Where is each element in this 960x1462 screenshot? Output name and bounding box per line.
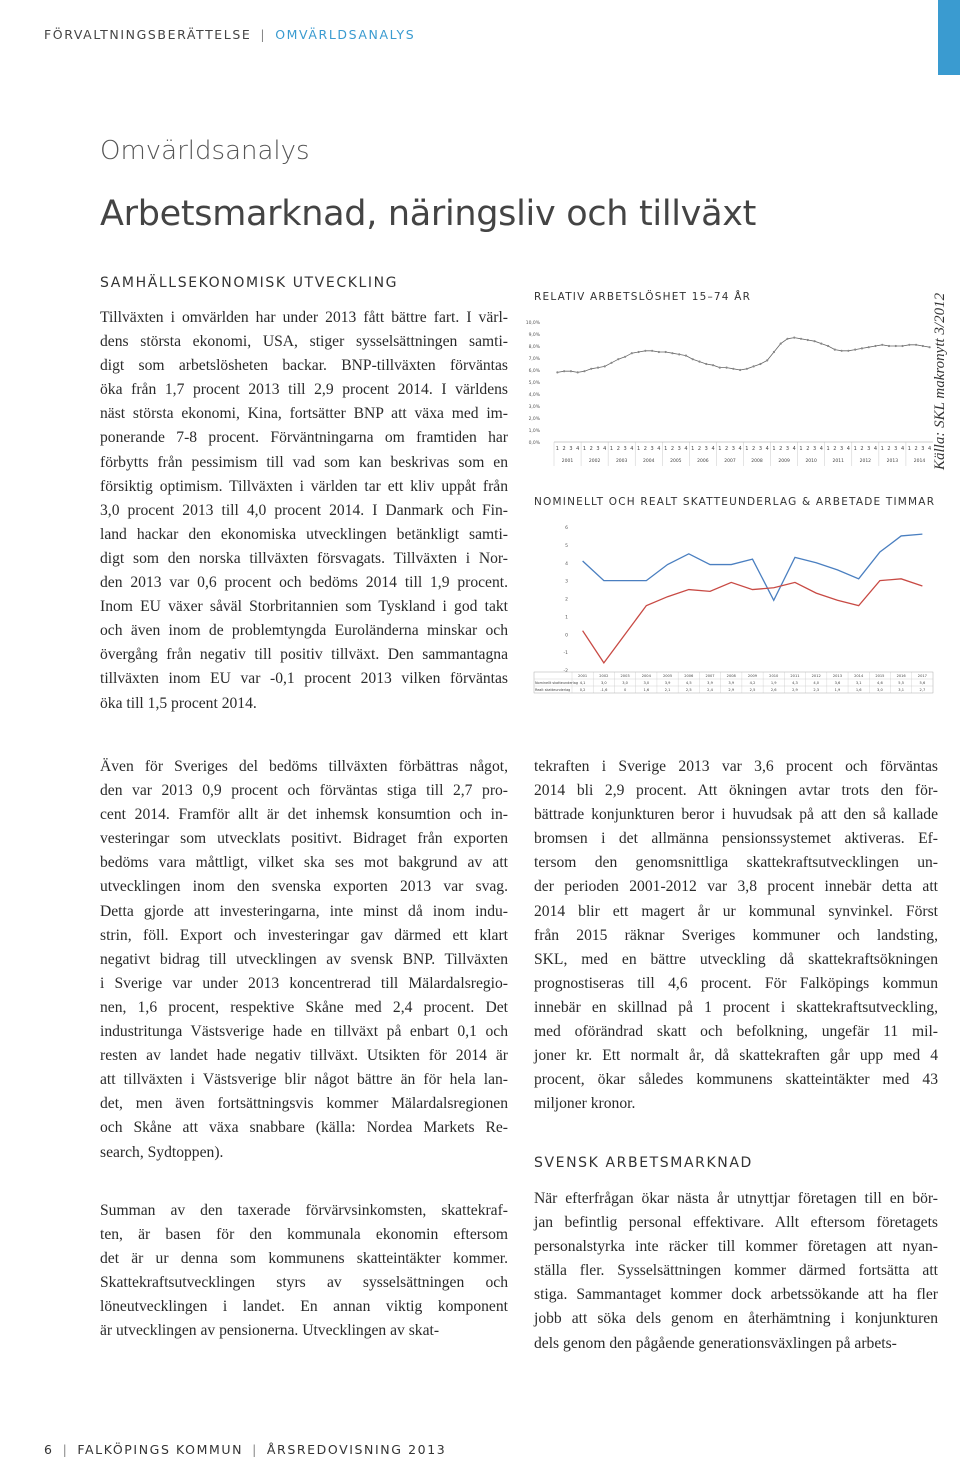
data-point xyxy=(725,367,727,369)
data-point xyxy=(597,367,599,369)
quarter-label: 3 xyxy=(677,446,681,452)
category-label: 2016 xyxy=(896,674,906,678)
text-line: Tillväxten i omvärlden har under 2013 fått bättre fart. I värl- xyxy=(100,309,508,326)
blue-accent-bar xyxy=(938,0,960,75)
table-cell: 4,3 xyxy=(792,681,798,685)
text-line: dens största ekonomi, USA, stiger sysselsättningen samti- xyxy=(100,333,508,351)
quarter-label: 4 xyxy=(819,446,823,452)
quarter-label: 2 xyxy=(643,446,647,452)
table-cell: 1,6 xyxy=(855,688,862,692)
chart-unemployment xyxy=(525,312,940,472)
y-tick-label: -2 xyxy=(563,669,568,674)
data-point xyxy=(739,369,741,371)
data-point xyxy=(577,371,579,373)
table-cell: 3,9 xyxy=(707,681,713,685)
data-point xyxy=(658,351,660,353)
data-point xyxy=(854,349,856,351)
category-label: 2014 xyxy=(854,674,864,678)
table-cell: 3,1 xyxy=(855,681,862,685)
quarter-label: 2 xyxy=(562,446,566,452)
text-line: Skattekraftsutvecklingen styrs av sysselsättningen och xyxy=(100,1274,508,1292)
data-point xyxy=(692,358,694,360)
data-point xyxy=(773,351,775,353)
text-line: ten, är basen för den kommunala ekonomin eftersom xyxy=(100,1226,508,1244)
text-line: Summan av den taxerade förvärvsinkomsten, skattekraf- xyxy=(100,1202,508,1219)
chart-tax-base-title: NOMINELLT OCH REALT SKATTEUNDERLAG & ARBETADE TIMMAR xyxy=(534,496,936,508)
y-tick-label: 9,0% xyxy=(528,333,540,338)
quarter-label: 3 xyxy=(785,446,790,452)
category-label: 2002 xyxy=(599,674,609,678)
table-cell: 2,9 xyxy=(728,688,735,692)
text-line: från 2015 räknar Sveriges kommuner och landsting, xyxy=(534,926,938,944)
quarter-label: 1 xyxy=(555,446,559,452)
y-tick-label: 2 xyxy=(565,597,568,603)
table-cell: 2,5 xyxy=(749,688,756,692)
data-point xyxy=(685,355,687,357)
quarter-label: 4 xyxy=(576,446,580,452)
table-cell: 5,5 xyxy=(898,681,905,685)
quarter-label: 4 xyxy=(603,446,607,452)
data-point xyxy=(631,352,633,354)
y-tick-label: 10,0% xyxy=(525,321,540,326)
category-label: 2008 xyxy=(726,674,736,678)
category-label: 2010 xyxy=(769,674,779,678)
data-point xyxy=(834,349,836,351)
quarter-label: 2 xyxy=(914,446,918,452)
data-point xyxy=(874,345,876,347)
data-point xyxy=(813,340,815,342)
y-tick-label: -1 xyxy=(563,651,568,657)
quarter-label: 2 xyxy=(697,446,702,452)
y-tick-label: 4 xyxy=(565,561,568,567)
category-label: 2007 xyxy=(705,674,715,678)
quarter-label: 4 xyxy=(873,446,878,452)
quarter-label: 1 xyxy=(880,446,884,452)
year-label: 2010 xyxy=(805,459,817,464)
quarter-label: 3 xyxy=(867,446,871,452)
category-label: 2009 xyxy=(747,674,758,678)
source-note: Källa: SKL makronytt 3/2012 xyxy=(932,292,948,470)
table-cell: 2,7 xyxy=(919,688,926,692)
text-line: förbytts från pessimism till vad som kan beskrivas som en xyxy=(100,453,508,471)
series-line xyxy=(557,338,929,373)
year-label: 2009 xyxy=(778,459,790,464)
y-tick-label: 1 xyxy=(565,615,568,621)
data-point xyxy=(780,343,782,345)
data-point xyxy=(901,345,903,347)
quarter-label: 1 xyxy=(799,446,803,452)
text-line: SKL, med en bättre utveckling då skattekraftsökningen xyxy=(534,950,938,968)
quarter-label: 3 xyxy=(812,446,817,452)
quarter-label: 4 xyxy=(792,446,796,452)
text-line: med oförändrad skatt och befolkning, ungefär 11 mil- xyxy=(534,1023,938,1041)
quarter-label: 1 xyxy=(772,446,776,452)
text-line: cent 2014. Framför allt är det inhemsk konsumtion och in- xyxy=(100,806,508,824)
quarter-label: 1 xyxy=(907,446,911,452)
text-line: search, Sydtoppen). xyxy=(100,1143,224,1161)
y-tick-label: 4,0% xyxy=(528,393,540,398)
data-point xyxy=(827,345,829,347)
quarter-label: 4 xyxy=(928,446,932,452)
y-tick-label: 0,0% xyxy=(528,441,540,446)
text-line: tekraften i Sverige 2013 var 3,6 procent och förväntas xyxy=(534,758,938,775)
quarter-label: 4 xyxy=(900,446,905,452)
table-cell: -1,6 xyxy=(600,688,608,692)
quarter-label: 1 xyxy=(853,446,857,452)
text-line: digt som den norska tillväxten försvagats. Tillväxten i Nor- xyxy=(100,549,508,567)
text-line: den var 2013 0,9 procent och förväntas stiga till 2,7 pro- xyxy=(100,782,508,800)
table-cell: 2,4 xyxy=(707,688,713,692)
quarter-label: 3 xyxy=(921,446,925,452)
text-line: löneutvecklingen i landet. En annan viktig komponent xyxy=(100,1298,508,1316)
text-line: tillväxten inom EU var -0,1 procent 2013 vilken förväntas xyxy=(100,670,508,688)
text-line: När efterfrågan ökar nästa år utnyttjar företagen till en bör- xyxy=(534,1190,938,1207)
y-tick-label: 6 xyxy=(565,526,568,531)
footer-org: FALKÖPINGS KOMMUN xyxy=(77,1442,244,1457)
text-line: tersom den genomsnittliga skattekraftsutvecklingen un- xyxy=(534,854,938,872)
quarter-label: 1 xyxy=(718,446,722,452)
data-point xyxy=(671,352,673,354)
y-tick-label: 5,0% xyxy=(528,381,540,386)
quarter-label: 3 xyxy=(596,446,600,452)
data-point xyxy=(753,365,755,367)
quarter-label: 1 xyxy=(826,446,830,452)
data-point xyxy=(759,363,761,365)
data-point xyxy=(868,346,870,348)
footer-separator-2: | xyxy=(252,1442,258,1457)
quarter-label: 4 xyxy=(846,446,850,452)
chart-unemployment-title: RELATIV ARBETSLÖSHET 15–74 ÅR xyxy=(534,291,752,303)
data-point xyxy=(881,344,883,346)
table-cell: 0,2 xyxy=(579,688,586,692)
table-cell: 1,9 xyxy=(834,688,841,692)
data-point xyxy=(624,356,626,358)
category-label: 2006 xyxy=(684,674,694,678)
y-tick-label: 0 xyxy=(565,633,568,639)
quarter-label: 4 xyxy=(657,446,661,452)
quarter-label: 3 xyxy=(731,446,735,452)
data-point xyxy=(583,370,585,372)
data-point xyxy=(651,350,653,352)
text-line: att tillväxten i Västsverige blir något bättre än för hela lan- xyxy=(100,1071,508,1089)
year-label: 2012 xyxy=(859,459,872,464)
year-label: 2003 xyxy=(615,459,628,464)
quarter-label: 4 xyxy=(684,446,688,452)
y-tick-label: 8,0% xyxy=(528,345,540,350)
text-line: och Skåne att växa snabbare (källa: Nordea Markets Re- xyxy=(100,1119,508,1137)
y-tick-label: 6,0% xyxy=(528,369,540,374)
text-line: Detta gjorde att investeringarna, inte minst då inom indu- xyxy=(100,902,508,920)
quarter-label: 2 xyxy=(887,446,891,452)
data-point xyxy=(610,362,612,364)
quarter-label: 2 xyxy=(779,446,783,452)
year-label: 2006 xyxy=(697,459,709,464)
y-tick-label: 2,0% xyxy=(528,417,540,422)
table-cell: 4,5 xyxy=(685,681,692,685)
table-cell: 2,3 xyxy=(813,688,820,692)
text-line: industritunga Västsverige hade en tillväxt på enbart 0,1 och xyxy=(100,1023,508,1041)
year-label: 2004 xyxy=(643,459,655,464)
quarter-label: 4 xyxy=(630,446,634,452)
data-point xyxy=(590,368,592,370)
footer-page-number: 6 xyxy=(44,1442,54,1457)
quarter-label: 1 xyxy=(745,446,749,452)
data-point xyxy=(705,363,707,365)
text-line: miljoner kronor. xyxy=(534,1095,636,1113)
quarter-label: 1 xyxy=(664,446,668,452)
text-line: vesteringar som utvecklats positivt. Bidraget från exporten xyxy=(100,830,508,848)
text-line: 3,0 procent 2013 till 4,0 procent 2014. I Danmark och Fin- xyxy=(100,501,508,519)
section-heading-labour: SVENSK ARBETSMARKNAD xyxy=(534,1155,753,1171)
data-point xyxy=(766,359,768,361)
table-cell: 4,2 xyxy=(749,681,756,685)
text-line: joner kr. Ett normalt år, då skattekraften går upp med 4 xyxy=(534,1047,938,1065)
chart-tax-base xyxy=(528,515,940,720)
text-line: det, men även fortsättningsvis kommer Mälardalsregionen xyxy=(100,1095,508,1113)
data-point xyxy=(847,350,849,352)
table-cell: 3,0 xyxy=(622,681,628,685)
category-label: 2004 xyxy=(641,674,651,678)
category-label: 2015 xyxy=(875,674,885,678)
table-cell: 1,9 xyxy=(770,681,777,685)
text-line: den 2013 var 0,6 procent och bedöms 2014 till 1,9 procent. xyxy=(100,574,508,592)
header-subsection: OMVÄRLDSANALYS xyxy=(275,27,416,42)
table-cell: 4,1 xyxy=(579,681,586,685)
data-point xyxy=(895,345,897,347)
text-line: 2014 bli 2,9 procent. Att ökningen avtar trots den för- xyxy=(534,782,938,800)
year-label: 2011 xyxy=(832,459,844,464)
category-label: 2001 xyxy=(578,674,588,678)
y-tick-label: 5 xyxy=(565,543,568,549)
page-footer xyxy=(44,1442,446,1457)
running-header xyxy=(44,27,415,42)
text-line: stiga. Sammantaget kommer dock arbetssökande att ha fler xyxy=(534,1286,938,1304)
data-point xyxy=(915,344,917,346)
quarter-label: 2 xyxy=(724,446,729,452)
text-line: utvecklingen inom den svenska exporten 2013 var svag. xyxy=(100,878,508,896)
year-label: 2007 xyxy=(724,459,736,464)
data-point xyxy=(922,345,924,347)
text-line: bedöms vara måttligt, vilket ska ses mot bakgrund av att xyxy=(100,854,508,872)
table-cell: 3,0 xyxy=(877,688,883,692)
quarter-label: 3 xyxy=(840,446,844,452)
section-heading-economy: SAMHÄLLSEKONOMISK UTVECKLING xyxy=(100,275,399,291)
page-kicker: Omvärldsanalys xyxy=(100,136,310,166)
data-point xyxy=(800,338,802,340)
quarter-label: 1 xyxy=(637,446,641,452)
table-cell: 2,6 xyxy=(770,688,777,692)
text-line: det är ur denna som kommunens skatteintäkter kommer. xyxy=(100,1250,508,1268)
table-row-label: Nominellt skatteunderlag xyxy=(535,681,578,685)
quarter-label: 4 xyxy=(765,446,769,452)
data-point xyxy=(732,368,734,370)
year-label: 2008 xyxy=(751,459,763,464)
text-line: 2014 blir ett magert år ur kommunal synvinkel. Först xyxy=(534,902,938,920)
header-separator: | xyxy=(260,27,267,42)
table-cell: 3,9 xyxy=(728,681,735,685)
table-cell: 1,6 xyxy=(643,688,650,692)
section-economy-text xyxy=(100,306,508,716)
table-cell: 3,0 xyxy=(643,681,650,685)
quarter-label: 4 xyxy=(738,446,742,452)
category-label: 2003 xyxy=(620,674,630,678)
quarter-label: 3 xyxy=(894,446,898,452)
table-cell: 4,6 xyxy=(877,681,883,685)
text-line: jan befintlig personal effektivare. Allt eftersom företagets xyxy=(534,1214,938,1232)
data-point xyxy=(807,339,809,341)
quarter-label: 1 xyxy=(609,446,614,452)
data-point xyxy=(861,347,863,349)
text-line: Inom EU växer såväl Storbritannien som Tyskland i god takt xyxy=(100,598,508,616)
left-paragraph-2 xyxy=(100,1199,508,1344)
text-line: innebär en skillnad på 1 procent i skattekraftsutveckling, xyxy=(534,998,938,1016)
data-point xyxy=(604,365,606,367)
data-point xyxy=(841,350,843,352)
table-cell: 0 xyxy=(623,688,627,692)
page-title: Arbetsmarknad, näringsliv och tillväxt xyxy=(100,194,757,234)
text-line: öka till 1,5 procent 2014. xyxy=(100,694,257,712)
right-paragraph-1 xyxy=(534,755,938,1116)
quarter-label: 2 xyxy=(670,446,675,452)
y-tick-label: 3 xyxy=(565,579,568,585)
category-label: 2013 xyxy=(832,674,843,678)
table-row-label: Realt skatteunderlag xyxy=(535,688,571,692)
data-point xyxy=(908,344,910,346)
category-label: 2017 xyxy=(917,674,927,678)
quarter-label: 2 xyxy=(860,446,864,452)
text-line: öka från 1,7 procent 2013 till 2,9 procent 2014. I världens xyxy=(100,381,508,399)
text-line: bättrade konjunkturen beror i huvudsak på att den så kallade xyxy=(534,806,938,824)
data-point xyxy=(712,364,714,366)
text-line: der perioden 2001-2012 var 3,8 procent innebär detta att xyxy=(534,878,938,896)
data-point xyxy=(644,350,646,352)
text-line: och även inom de problemtyngda Euroländerna minskar och xyxy=(100,622,508,640)
year-label: 2014 xyxy=(913,459,926,464)
footer-separator-1: | xyxy=(62,1442,69,1457)
text-line: jobb att söka dels genom en återhämtning i konjunkturen xyxy=(534,1310,938,1328)
data-point xyxy=(888,345,890,347)
y-tick-label: 7,0% xyxy=(528,357,540,362)
text-line: procent, ökar således kommunens skatteintäkter med 43 xyxy=(534,1071,938,1089)
quarter-label: 2 xyxy=(616,446,620,452)
data-point xyxy=(929,346,931,348)
text-line: försiktig optimism. Tillväxten i världen tar ett kliv uppåt från xyxy=(100,477,508,495)
year-label: 2005 xyxy=(670,459,682,464)
quarter-label: 2 xyxy=(589,446,593,452)
data-point xyxy=(563,370,565,372)
data-point xyxy=(793,337,795,339)
text-line: Även för Sveriges del bedöms tillväxten förbättras något, xyxy=(100,758,508,775)
quarter-label: 2 xyxy=(752,446,756,452)
text-line: prognostiseras till 4,6 procent. För Falköpings kommun xyxy=(534,974,938,992)
year-label: 2002 xyxy=(588,459,601,464)
data-point xyxy=(665,351,667,353)
text-line: ställa fler. Sysselsättningen kommer därmed fortsätta att xyxy=(534,1262,938,1280)
text-line: övergång från negativ till positiv tillväxt. Den sammantagna xyxy=(100,646,508,664)
y-tick-label: 3,0% xyxy=(528,405,540,410)
table-cell: 3,1 xyxy=(898,688,905,692)
header-section: FÖRVALTNINGSBERÄTTELSE xyxy=(44,27,252,42)
category-label: 2011 xyxy=(790,674,800,678)
table-cell: 4,0 xyxy=(813,681,820,685)
data-point xyxy=(786,338,788,340)
quarter-label: 2 xyxy=(806,446,810,452)
quarter-label: 3 xyxy=(650,446,654,452)
text-line: i Sverige var under 2013 koncentrerad till Mälardalsregio- xyxy=(100,974,508,992)
text-line: negativt bidrag till utvecklingen av svensk BNP. Tillväxten xyxy=(100,950,508,968)
data-point xyxy=(570,370,572,372)
table-cell: 3,6 xyxy=(834,681,841,685)
table-cell: 5,6 xyxy=(919,681,926,685)
series-line xyxy=(583,579,923,663)
data-point xyxy=(678,353,680,355)
quarter-label: 3 xyxy=(704,446,708,452)
quarter-label: 3 xyxy=(758,446,763,452)
quarter-label: 3 xyxy=(569,446,573,452)
table-cell: 3,9 xyxy=(664,681,671,685)
table-cell: 2,5 xyxy=(685,688,692,692)
year-label: 2001 xyxy=(561,459,574,464)
text-line: ponerande 7-8 procent. Förväntningarna om framtiden har xyxy=(100,429,508,447)
quarter-label: 4 xyxy=(711,446,715,452)
data-point xyxy=(820,343,822,345)
table-cell: 2,9 xyxy=(792,688,798,692)
text-line: nen, 1,6 procent, respektive Skåne med 2,4 procent. Det xyxy=(100,998,508,1016)
quarter-label: 3 xyxy=(623,446,627,452)
data-point xyxy=(719,367,721,369)
text-line: digt som arbetslösheten backar. BNP-tillväxten förväntas xyxy=(100,357,508,375)
text-line: näst största ekonomi, Kina, fortsätter BNP att växa med im- xyxy=(100,405,508,423)
year-label: 2013 xyxy=(886,459,899,464)
text-line: strin, föll. Export och investeringar gav därmed ett klart xyxy=(100,926,508,944)
right-paragraph-2 xyxy=(534,1187,938,1356)
text-line: är utvecklingen av pensionerna. Utvecklingen av skat- xyxy=(100,1322,440,1340)
text-line: dels genom den pågående generationsväxlingen på arbets- xyxy=(534,1334,897,1352)
text-line: bromsen i det allmänna pensionssystemet aktiveras. Ef- xyxy=(534,830,938,848)
y-tick-label: 1,0% xyxy=(528,429,540,434)
data-point xyxy=(556,371,558,373)
data-point xyxy=(637,351,639,353)
quarter-label: 2 xyxy=(833,446,837,452)
data-point xyxy=(698,361,700,363)
quarter-label: 1 xyxy=(582,446,587,452)
table-cell: 3,0 xyxy=(600,681,607,685)
text-line: resten av landet hade negativ tillväxt. Utsikten för 2014 är xyxy=(100,1047,508,1065)
table-cell: 2,1 xyxy=(664,688,671,692)
quarter-label: 1 xyxy=(691,446,695,452)
footer-report: ÅRSREDOVISNING 2013 xyxy=(266,1442,447,1457)
category-label: 2005 xyxy=(662,674,673,678)
category-label: 2012 xyxy=(811,674,821,678)
left-paragraph-1 xyxy=(100,755,508,1165)
data-point xyxy=(617,358,619,360)
text-line: personalstyrka inte räcker till kommer företagen att nyan- xyxy=(534,1238,938,1256)
text-line: land hackar den ekonomiska utvecklingen betänkligt samti- xyxy=(100,525,508,543)
data-point xyxy=(746,368,748,370)
